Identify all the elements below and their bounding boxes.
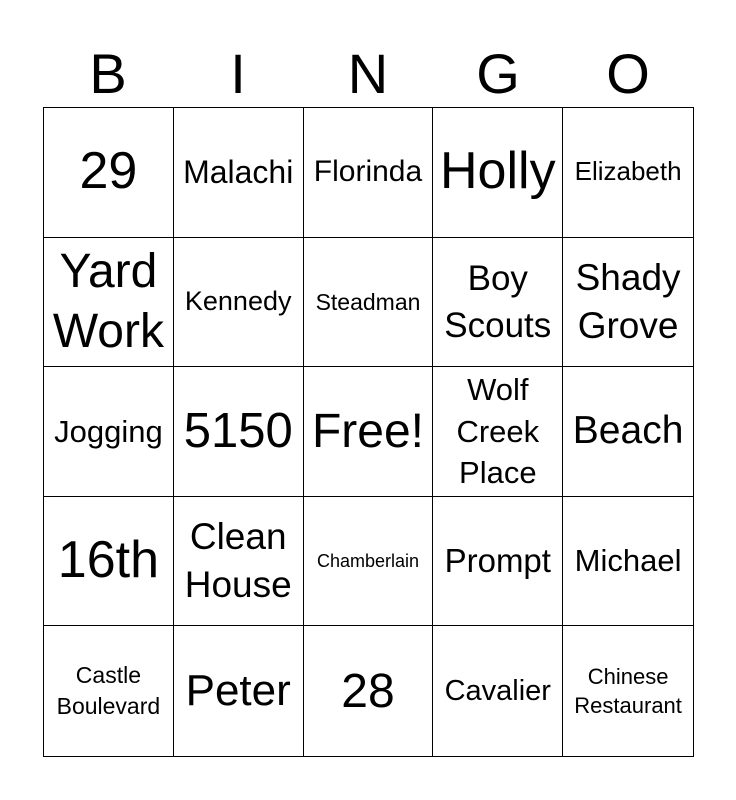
cell-label: Wolf Creek Place (456, 371, 540, 491)
bingo-cell[interactable] (174, 108, 304, 238)
cell-label: Chinese Restaurant (574, 663, 682, 719)
bingo-cell[interactable] (304, 108, 434, 238)
bingo-cell[interactable] (304, 238, 434, 368)
cell-label: Chamberlain (316, 550, 420, 571)
bingo-cell[interactable] (433, 626, 563, 756)
bingo-cell[interactable] (44, 497, 174, 627)
cell-label: Castle Boulevard (56, 662, 161, 720)
cell-label: Boy Scouts (444, 258, 552, 345)
bingo-cell[interactable] (563, 626, 693, 756)
header-letter-b: B (89, 42, 127, 105)
cell-label: Shady Grove (575, 256, 681, 346)
bingo-cell[interactable] (563, 367, 693, 497)
cell-label: Holly (440, 142, 556, 201)
bingo-header (43, 40, 693, 108)
bingo-cell[interactable] (174, 497, 304, 627)
bingo-cell[interactable] (174, 367, 304, 497)
bingo-cell[interactable] (304, 497, 434, 627)
cell-label: 29 (79, 142, 138, 201)
cell-label: Clean House (184, 516, 292, 606)
cell-label: Elizabeth (574, 156, 682, 187)
cell-label: Florinda (313, 155, 423, 189)
header-letter-i: I (230, 42, 246, 105)
bingo-cell[interactable] (304, 626, 434, 756)
bingo-cell[interactable] (433, 108, 563, 238)
cell-label: Yard Work (52, 244, 164, 358)
cell-label: Cavalier (444, 674, 551, 707)
cell-label: Beach (572, 409, 684, 453)
bingo-cell[interactable] (174, 238, 304, 368)
bingo-cell[interactable] (44, 367, 174, 497)
bingo-cell[interactable] (44, 108, 174, 238)
header-letter-g: G (476, 42, 520, 105)
cell-label: Jogging (54, 413, 163, 449)
cell-label: Michael (574, 543, 682, 579)
cell-label: Peter (185, 665, 291, 715)
bingo-cell[interactable] (563, 108, 693, 238)
bingo-cell[interactable] (304, 367, 434, 497)
cell-label: 28 (341, 664, 395, 718)
cell-label: Kennedy (184, 286, 292, 317)
cell-label: 5150 (183, 404, 293, 459)
bingo-cell[interactable] (563, 497, 693, 627)
bingo-cell[interactable] (174, 626, 304, 756)
bingo-board (43, 107, 694, 757)
bingo-cell[interactable] (563, 238, 693, 368)
cell-label: Malachi (183, 153, 294, 190)
cell-label: Prompt (444, 542, 551, 580)
cell-label: 16th (57, 531, 159, 590)
header-letter-n: N (347, 42, 389, 105)
bingo-cell[interactable] (44, 238, 174, 368)
cell-label: Steadman (315, 288, 421, 315)
bingo-cell[interactable] (433, 497, 563, 627)
bingo-cell[interactable] (433, 238, 563, 368)
cell-label: Free! (311, 404, 424, 458)
header-letter-o: O (606, 42, 650, 105)
bingo-cell[interactable] (433, 367, 563, 497)
bingo-cell[interactable] (44, 626, 174, 756)
